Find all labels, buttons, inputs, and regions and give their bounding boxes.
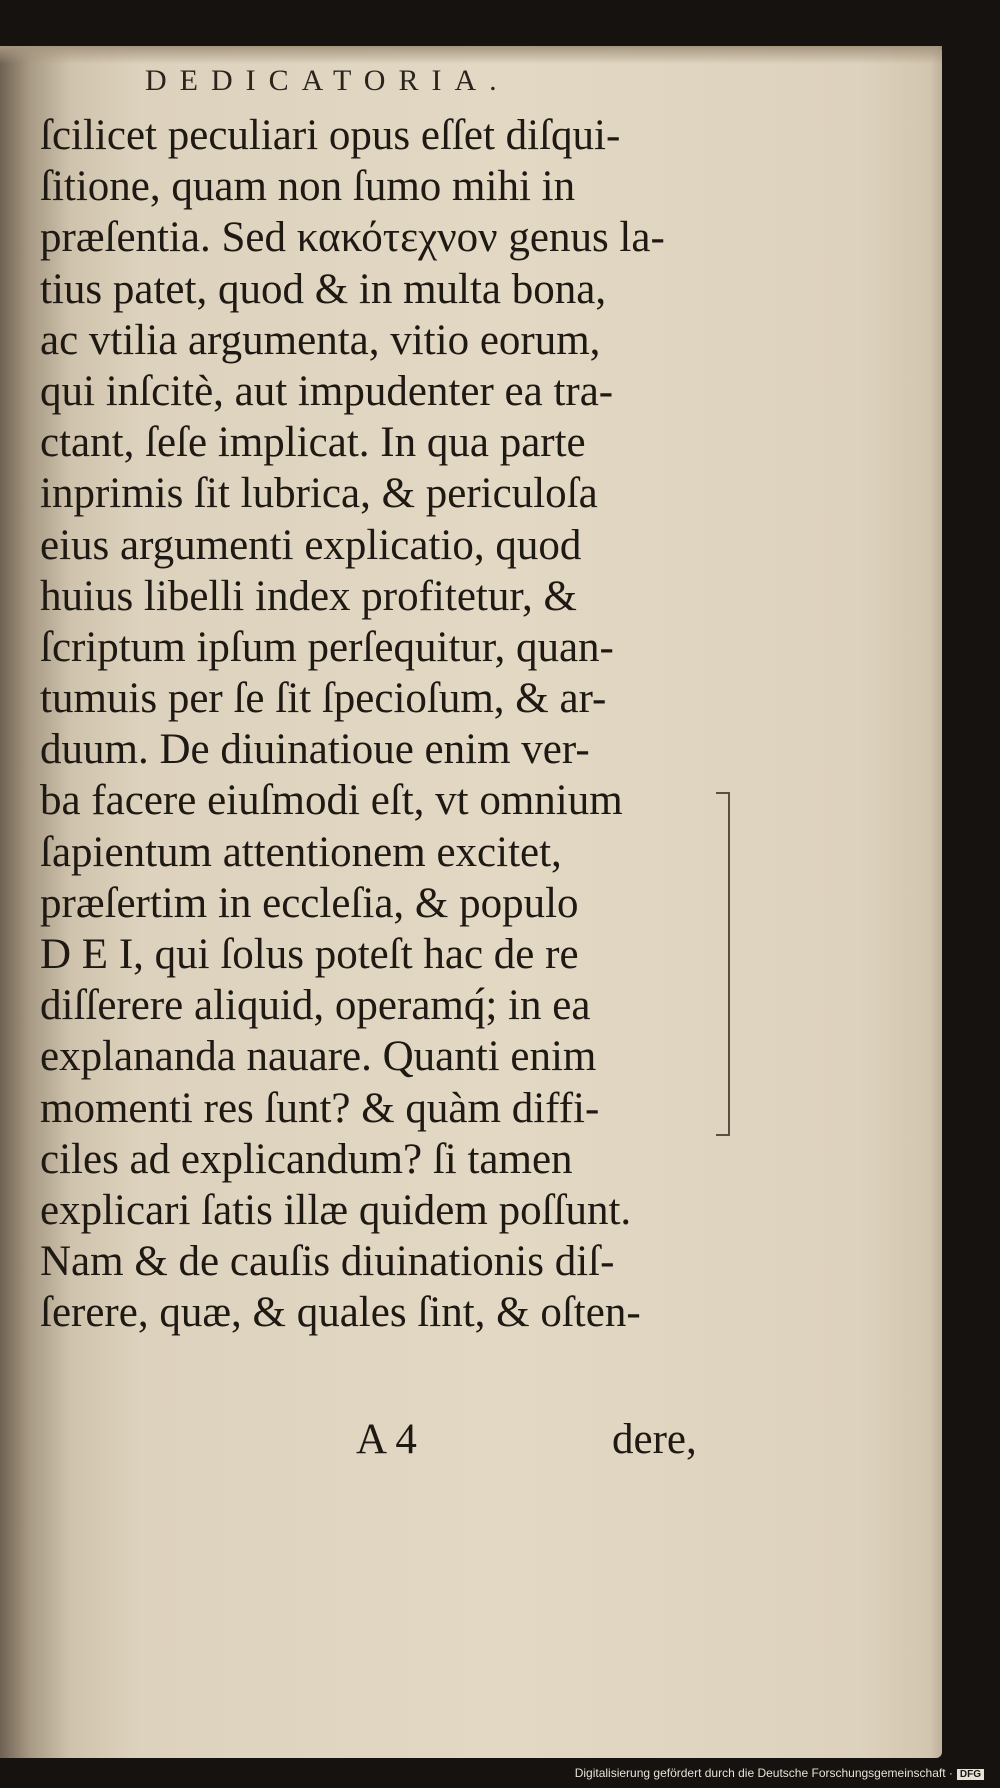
text-line: ba facere eiuſmodi eſt, vt omnium bbox=[40, 777, 623, 825]
text-line: præſentia. Sed κακότεχνον genus la- bbox=[40, 214, 665, 262]
text-line: tumuis per ſe ſit ſpecioſum, & ar- bbox=[40, 675, 607, 723]
text-line: qui inſcitè, aut impudenter ea tra- bbox=[40, 367, 614, 415]
text-line: ſitione, quam non ſumo mihi in bbox=[40, 163, 576, 211]
catchword: dere, bbox=[612, 1416, 697, 1463]
text-line: momenti res ſunt? & quàm diffi- bbox=[40, 1084, 600, 1132]
text-line: huius libelli index profitetur, & bbox=[40, 572, 577, 620]
text-line: ſapientum attentionem excitet, bbox=[40, 828, 562, 876]
text-line: Nam & de cauſis diuinationis diſ- bbox=[40, 1238, 615, 1286]
page-footer bbox=[40, 1415, 720, 1471]
text-line: duum. De diuinatioue enim ver- bbox=[40, 726, 590, 774]
text-line: inprimis ſit lubrica, & periculoſa bbox=[40, 470, 598, 518]
text-line: diſſerere aliquid, operamq́; in ea bbox=[40, 982, 591, 1030]
credit-text: Digitalisierung gefördert durch die Deutsche Forschungsgemeinschaft · bbox=[574, 1766, 953, 1780]
text-line: tius patet, quod & in multa bona, bbox=[40, 265, 607, 313]
dfg-logo: DFG bbox=[957, 1769, 984, 1780]
digitization-credit bbox=[575, 1766, 984, 1780]
text-line: ctant, ſeſe implicat. In qua parte bbox=[40, 419, 586, 467]
text-line: explicari ſatis illæ quidem poſſunt. bbox=[40, 1186, 632, 1234]
text-line: explananda nauare. Quanti enim bbox=[40, 1033, 597, 1081]
text-line: eius argumenti explicatio, quod bbox=[40, 521, 582, 569]
body-text bbox=[40, 110, 720, 1339]
text-line: ſcriptum ipſum perſequitur, quan- bbox=[40, 623, 614, 671]
running-head: DEDICATORIA. bbox=[145, 64, 510, 97]
text-line: ſcilicet peculiari opus eſſet diſqui- bbox=[40, 112, 621, 159]
text-line: ciles ad explicandum? ſi tamen bbox=[40, 1135, 573, 1183]
margin-bracket bbox=[716, 792, 730, 1136]
page-edge-shadow bbox=[0, 46, 942, 64]
text-line: ſerere, quæ, & quales ſint, & oſten- bbox=[40, 1289, 641, 1337]
text-line: ac vtilia argumenta, vitio eorum, bbox=[40, 316, 601, 364]
signature-mark: A 4 bbox=[356, 1416, 417, 1463]
text-line: D E I, qui ſolus poteſt hac de re bbox=[40, 931, 579, 978]
text-line: præſertim in eccleſia, & populo bbox=[40, 879, 579, 927]
